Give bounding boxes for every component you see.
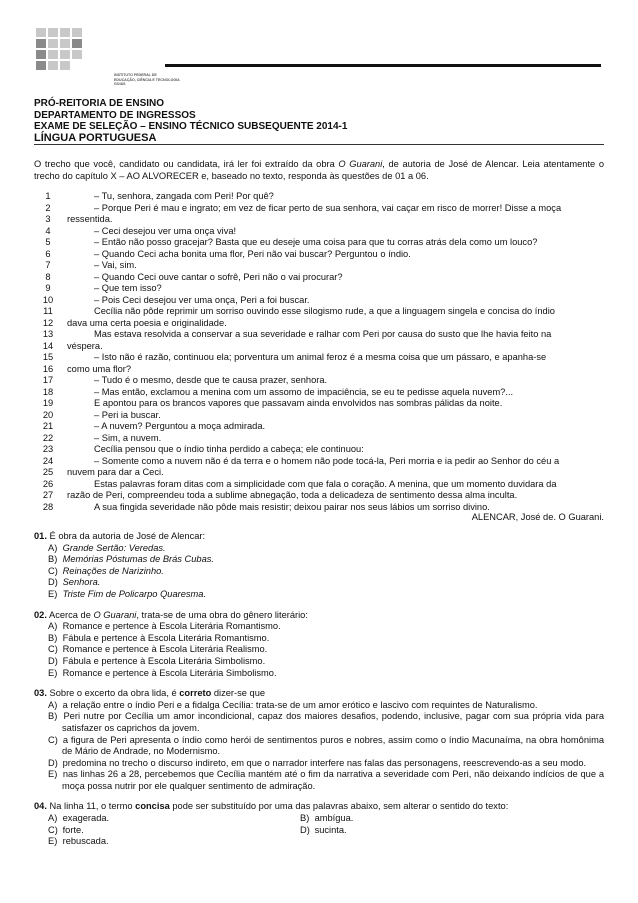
line-text: – Mas então, exclamou a menina com um assomo de impaciência, se eu te pedisse aquela nuvem?... <box>94 386 514 397</box>
text-line <box>34 490 604 502</box>
option-letter: B) <box>300 813 310 824</box>
option-letter: E) <box>48 588 58 599</box>
answer-option <box>34 656 604 668</box>
answer-option <box>34 668 604 680</box>
text-line <box>34 479 604 491</box>
text-line <box>34 341 604 353</box>
logo-line-2: EDUCAÇÃO, CIÊNCIA E TECNOLOGIA <box>114 77 180 82</box>
question-number: 01. <box>34 531 47 541</box>
option-letter: D) <box>48 655 58 666</box>
line-text: – Que tem isso? <box>94 283 162 293</box>
option-letter: D) <box>48 577 58 588</box>
option-letter: D) <box>48 757 58 768</box>
option-letter: C) <box>48 565 58 576</box>
line-text: ressentida. <box>67 214 113 224</box>
text-line <box>34 329 604 341</box>
question-text-end: pode ser substituído por uma das palavras abaixo, sem alterar o sentido do texto: <box>169 801 509 812</box>
answer-option <box>34 711 604 734</box>
question-stem <box>34 688 604 700</box>
option-letter: E) <box>48 667 58 678</box>
line-number: 15 <box>42 352 54 362</box>
line-text: – Peri ia buscar. <box>94 409 161 420</box>
line-number: 22 <box>42 432 54 443</box>
text-line <box>34 191 604 203</box>
option-letter: C) <box>48 644 58 655</box>
institution-logo <box>34 24 180 87</box>
question-03 <box>34 688 604 792</box>
line-text: dava uma certa poesia e originalidade. <box>67 317 227 328</box>
question-text-end: dizer-se que <box>211 688 266 699</box>
answer-option <box>48 836 300 848</box>
option-text: ambígua. <box>314 813 354 824</box>
header-line-3: EXAME DE SELEÇÃO – ENSINO TÉCNICO SUBSEQUENTE 2014-1 <box>34 121 348 132</box>
question-work-title: O Guarani <box>93 609 137 620</box>
text-line <box>34 398 604 410</box>
question-text: É obra da autoria de José de Alencar: <box>49 531 206 541</box>
text-line <box>34 410 604 422</box>
text-line <box>34 387 604 399</box>
line-text: – Sim, a nuvem. <box>94 432 162 443</box>
line-number: 28 <box>42 501 54 512</box>
line-text: – Isto não é razão, continuou ela; porventura um animal feroz é a mesma coisa que um pássaro, e apanha-se <box>94 352 547 362</box>
answer-option <box>34 758 604 770</box>
line-text: nuvem para dar a Ceci. <box>67 467 164 477</box>
question-number: 02. <box>34 609 47 620</box>
text-line <box>34 352 604 364</box>
line-text: – Vai, sim. <box>94 260 137 270</box>
line-text: Cecília não pôde reprimir um sorriso ouvindo esse silogismo rude, a que a linguagem singela e concisa do índio <box>94 306 555 316</box>
text-line <box>34 421 604 433</box>
option-letter: C) <box>48 734 58 745</box>
answer-option <box>34 554 604 566</box>
subject-rule <box>34 144 604 145</box>
source-citation: ALENCAR, José de. O Guarani. <box>471 512 604 522</box>
option-text: Romance e pertence à Escola Literária Simbolismo. <box>62 667 277 678</box>
questions <box>34 531 604 857</box>
text-line <box>34 318 604 330</box>
option-letter: B) <box>48 711 58 722</box>
line-number: 14 <box>42 340 54 351</box>
intro-paragraph <box>34 158 604 182</box>
line-number: 2 <box>45 202 51 213</box>
line-number: 9 <box>45 283 51 293</box>
answer-option <box>34 769 604 792</box>
line-number: 19 <box>42 398 54 408</box>
option-text: nas linhas 26 a 28, percebemos que Cecília mantém até o fim da narrativa a severidade com Peri, não deixando indícios de que a moça possa nutrir por ele qualquer sentimento de admiração. <box>62 769 604 791</box>
text-line <box>34 214 604 226</box>
option-text: forte. <box>62 824 84 835</box>
answer-option <box>34 566 604 578</box>
line-text: – Quando Ceci ouve cantar o sofrê, Peri não o vai procurar? <box>94 271 343 282</box>
text-line <box>34 433 604 445</box>
line-text: – Porque Peri é mau e ingrato; em vez de ficar perto de sua senhora, vai caçar em risco de morrer! Disse a moça <box>94 202 562 213</box>
text-line <box>34 283 604 295</box>
line-number: 4 <box>45 225 51 236</box>
option-text: rebuscada. <box>62 836 109 847</box>
option-text: Reinações de Narizinho. <box>62 565 164 576</box>
text-line <box>34 226 604 238</box>
line-number: 5 <box>45 237 51 247</box>
line-number: 23 <box>42 444 54 454</box>
line-text: razão de Peri, compreendeu toda a sublime abnegação, toda a delicadeza de sentimento dessa alma inculta. <box>67 490 518 500</box>
line-number: 1 <box>45 191 51 201</box>
option-text: a figura de Peri apresenta o índio como herói de sentimentos puros e nobres, assim como o índio Macunaíma, na obra homônima de Mário de Andrade, no Modernismo. <box>62 734 604 757</box>
text-line <box>34 203 604 215</box>
line-number: 26 <box>42 478 54 489</box>
option-text: Fábula e pertence à Escola Literária Simbolismo. <box>62 655 266 666</box>
question-text-start: Na linha 11, o termo <box>49 801 136 812</box>
line-text: – Ceci desejou ver uma onça viva! <box>94 225 237 236</box>
answer-option <box>34 700 604 712</box>
line-text: A sua fingida severidade não pôde mais resistir; deixou pairar nos seus lábios um sorriso divino. <box>94 501 490 512</box>
answer-option <box>48 813 300 825</box>
subject-title: LÍNGUA PORTUGUESA <box>34 132 157 144</box>
option-text: Senhora. <box>62 577 101 588</box>
header-line-2: DEPARTAMENTO DE INGRESSOS <box>34 109 196 121</box>
question-01 <box>34 531 604 601</box>
question-stem <box>34 801 604 813</box>
option-text: predomina no trecho o discurso indireto, em que o narrador interfere nas falas das personagens, reescrevendo-as a seu modo. <box>62 757 587 768</box>
option-letter: A) <box>48 542 58 553</box>
question-text-start: Sobre o excerto da obra lida, é <box>49 688 180 699</box>
question-number: 03. <box>34 688 47 699</box>
option-text: Romance e pertence à Escola Literária Romantismo. <box>62 621 281 632</box>
answer-option <box>34 735 604 758</box>
line-number: 16 <box>42 363 54 374</box>
line-text: véspera. <box>67 340 103 351</box>
option-letter: C) <box>48 824 58 835</box>
option-letter: B) <box>48 554 58 565</box>
intro-work-title: O Guarani <box>338 159 383 169</box>
line-text: E apontou para os brancos vapores que passavam ainda envolvidos nas sombras pálidas da noite. <box>94 398 503 408</box>
text-line <box>34 467 604 479</box>
answer-option <box>34 543 604 555</box>
text-line <box>34 456 604 468</box>
text-line <box>34 272 604 284</box>
line-number: 21 <box>42 421 54 431</box>
line-text: – Quando Ceci acha bonita uma flor, Peri não vai buscar? Perguntou o índio. <box>94 248 411 259</box>
line-number: 27 <box>42 490 54 500</box>
answer-option <box>34 621 604 633</box>
option-text: Fábula e pertence à Escola Literária Romantismo. <box>62 632 270 643</box>
text-line <box>34 249 604 261</box>
exam-header <box>34 98 347 133</box>
answer-option <box>300 813 604 825</box>
question-04 <box>34 801 604 847</box>
answer-option <box>48 825 300 837</box>
institution-name <box>114 73 180 87</box>
line-number: 11 <box>43 306 53 316</box>
question-stem <box>34 531 604 543</box>
line-number: 3 <box>45 214 51 224</box>
header-line-1: PRÓ-REITORIA DE ENSINO <box>34 98 165 109</box>
line-number: 7 <box>45 260 51 270</box>
text-line <box>34 260 604 272</box>
option-text: sucinta. <box>314 824 347 835</box>
line-number: 18 <box>42 386 54 397</box>
text-line <box>34 295 604 307</box>
line-number: 12 <box>42 317 54 328</box>
line-number: 17 <box>42 375 54 385</box>
question-text-end: , trata-se de uma obra do gênero literário: <box>136 609 308 620</box>
question-text-start: Acerca de <box>49 609 94 620</box>
option-text: Memórias Póstumas de Brás Cubas. <box>62 554 214 565</box>
option-text: Romance e pertence à Escola Literária Realismo. <box>62 644 268 655</box>
option-letter: D) <box>300 824 310 835</box>
option-letter: A) <box>48 699 58 710</box>
option-letter: A) <box>48 813 58 824</box>
line-text: – A nuvem? Perguntou a moça admirada. <box>94 421 266 431</box>
line-text: Cecília pensou que o índio tinha perdido a cabeça; ele continuou: <box>94 444 364 454</box>
line-text: Estas palavras foram ditas com a simplicidade com que fala o coração. A menina, que um momento duvidara da <box>94 478 557 489</box>
intro-text-start: O trecho que você, candidato ou candidata, irá ler foi extraído da obra <box>34 159 339 169</box>
answer-option <box>34 589 604 601</box>
logo-line-3: GOIÁS <box>114 82 126 87</box>
line-number: 20 <box>42 409 54 420</box>
option-text: Triste Fim de Policarpo Quaresma. <box>62 588 207 599</box>
line-number: 25 <box>42 467 54 477</box>
line-text: Mas estava resolvida a conservar a sua severidade e ralhar com Peri por causa do susto que lhe havia feito na <box>94 329 552 339</box>
option-letter: A) <box>48 621 58 632</box>
line-number: 6 <box>45 248 51 259</box>
line-number: 8 <box>45 271 51 282</box>
line-number: 13 <box>42 329 54 339</box>
option-letter: B) <box>48 632 58 643</box>
text-line <box>34 306 604 318</box>
option-letter: E) <box>48 836 58 847</box>
answer-option <box>34 577 604 589</box>
question-keyword: correto <box>179 688 212 699</box>
intro-text-end: , de autoria de José de Alencar. Leia atentamente o trecho do capítulo X – AO ALVORECER e, baseado no texto, responda às questões de 01 a 06. <box>34 159 605 181</box>
text-line <box>34 375 604 387</box>
option-text: exagerada. <box>62 813 110 824</box>
text-line <box>34 364 604 376</box>
header-rule <box>165 64 601 67</box>
option-text: Peri nutre por Cecília um amor incondicional, capaz dos maiores desafios, podendo, inclusive, pagar com sua própria vida para satisfazer os caprichos da jovem. <box>62 711 604 733</box>
line-text: – Então não posso gracejar? Basta que eu deseje uma coisa para que tu corras atrás dela como um louco? <box>94 237 538 247</box>
line-number: 24 <box>42 455 54 466</box>
text-line <box>34 444 604 456</box>
line-text: – Tu, senhora, zangada com Peri! Por quê? <box>94 191 274 201</box>
logo-line-1: INSTITUTO FEDERAL DE <box>114 73 157 77</box>
option-text: Grande Sertão: Veredas. <box>62 542 166 553</box>
answer-option <box>300 825 604 837</box>
question-number: 04. <box>34 801 47 812</box>
institution-logo-mark <box>34 24 162 78</box>
option-letter: E) <box>48 769 58 780</box>
text-line <box>34 237 604 249</box>
line-text: como uma flor? <box>67 363 132 374</box>
question-02 <box>34 610 604 680</box>
question-keyword: concisa <box>135 801 170 812</box>
line-text: – Somente como a nuvem não é da terra e o homem não pode tocá-la, Peri morria e ia pedir ao Senhor do céu a <box>94 455 560 466</box>
line-text: – Tudo é o mesmo, desde que te causa prazer, senhora. <box>94 375 328 385</box>
answer-option <box>34 633 604 645</box>
line-number: 10 <box>42 294 54 305</box>
reading-text <box>34 191 604 513</box>
option-text: a relação entre o índio Peri e a fidalga Cecília: trata-se de um amor erótico e lascivo com requintes de Naturalismo. <box>62 699 538 710</box>
line-text: – Pois Ceci desejou ver uma onça, Peri a foi buscar. <box>94 294 310 305</box>
answer-option <box>34 644 604 656</box>
question-stem <box>34 610 604 622</box>
